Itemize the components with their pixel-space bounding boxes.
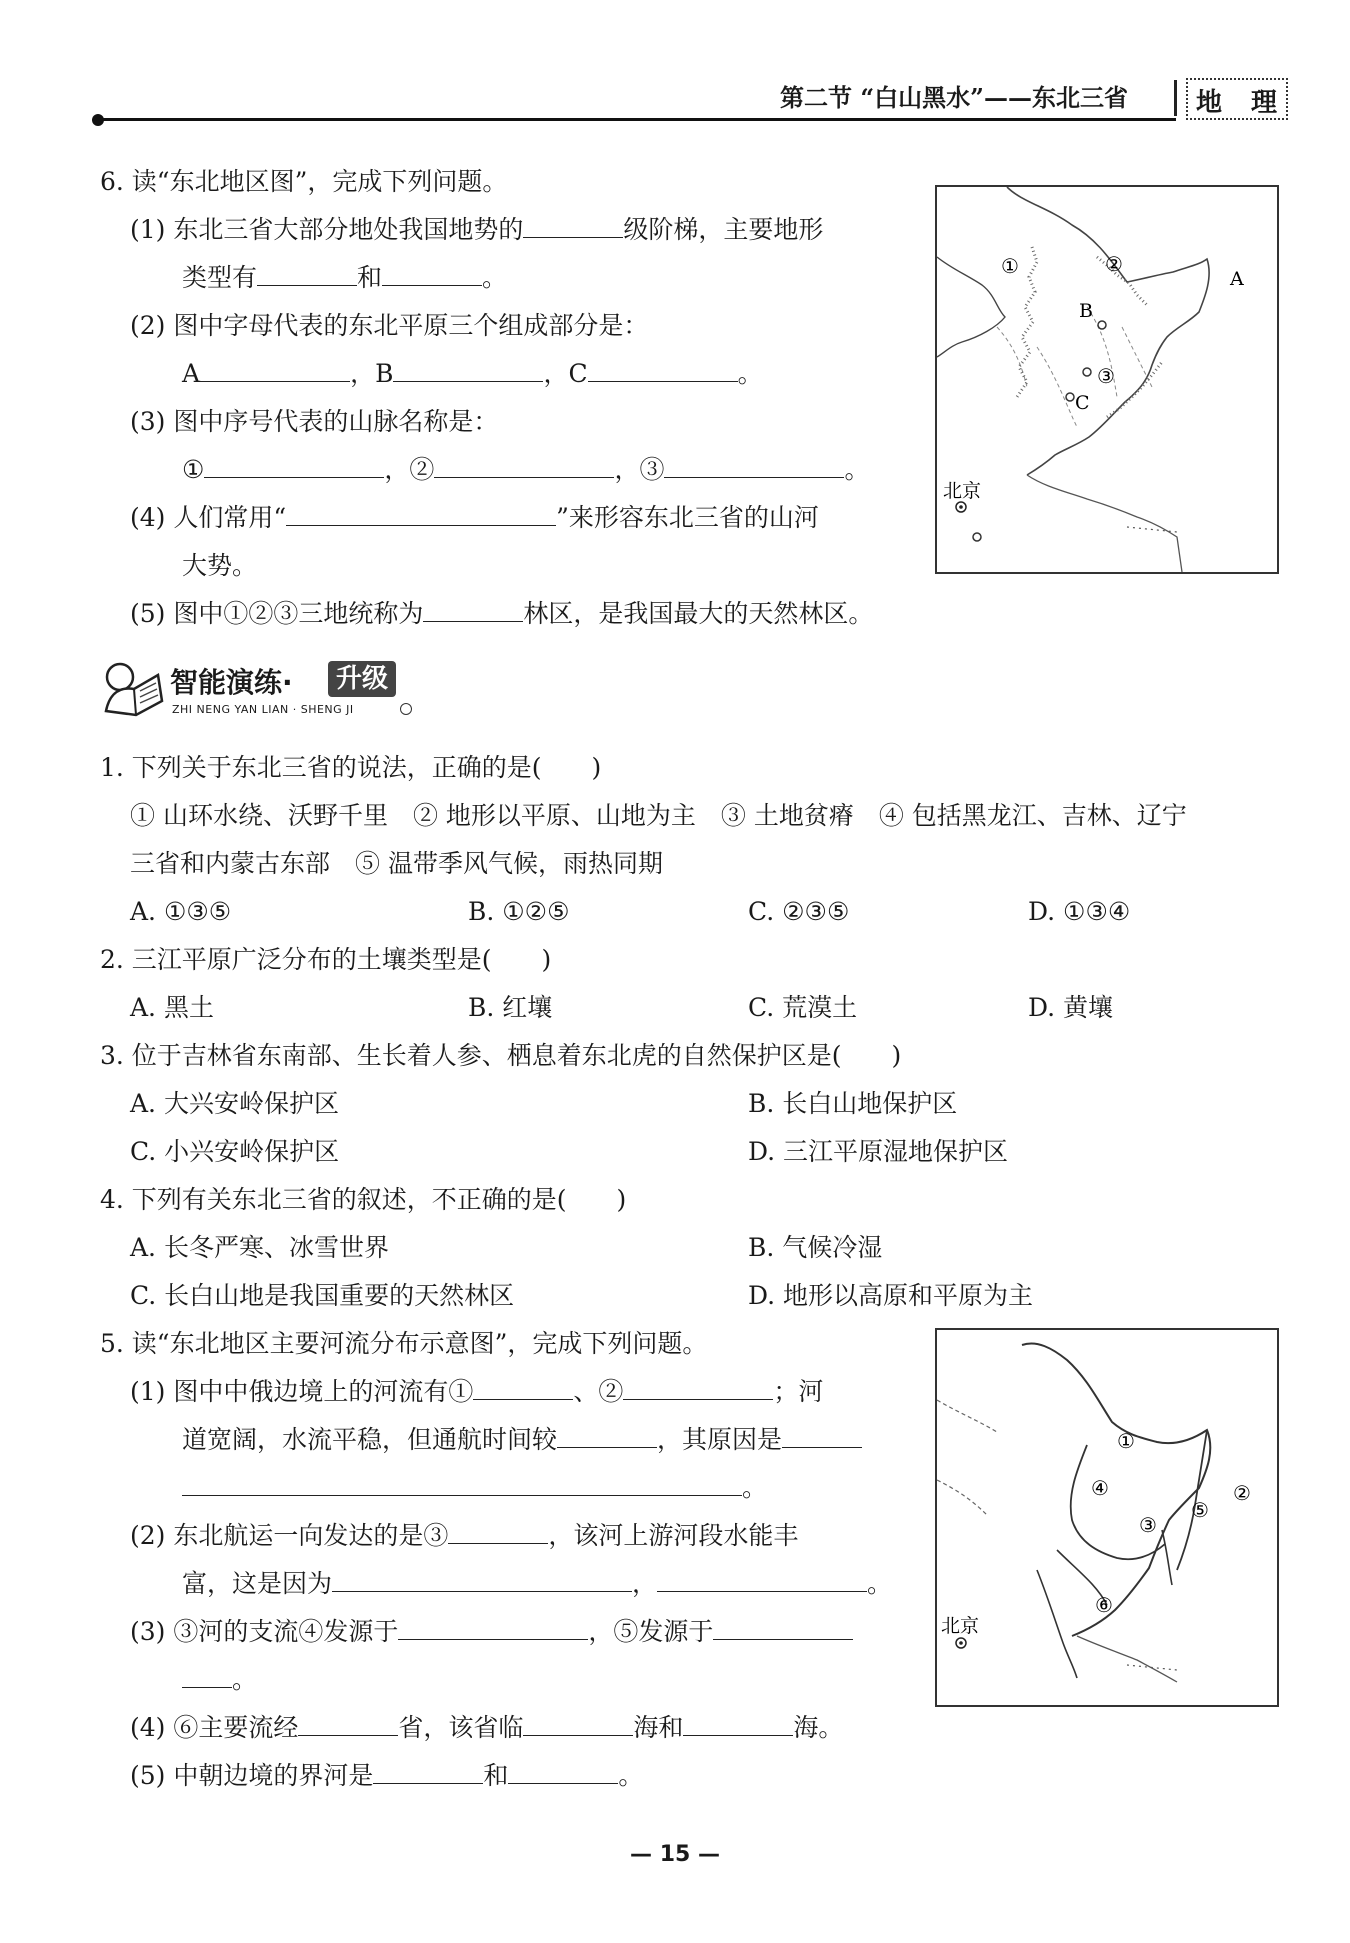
mc-q1-statements-2: 三省和内蒙古东部 ⑤ 温带季风气候，雨热同期	[130, 849, 663, 878]
q5-blank-reason-a[interactable]	[782, 1420, 862, 1448]
q5-blank-source-5b[interactable]	[182, 1660, 232, 1688]
q6-stem: 6. 读“东北地区图”，完成下列问题。	[100, 167, 508, 196]
page-number: — 15 —	[630, 1842, 720, 1867]
header-rule	[100, 118, 1176, 121]
q5-part4: (4) ⑥主要流经 省，该省临 海和 海。	[130, 1708, 843, 1748]
header-subject: 地 理	[1196, 88, 1288, 118]
q6-blank-phrase[interactable]	[286, 498, 556, 526]
province-boundaries-2	[937, 1400, 997, 1515]
q6-part2: (2) 图中字母代表的东北平原三个组成部分是：	[130, 311, 649, 340]
q5-blank-river-1[interactable]	[473, 1372, 573, 1400]
beijing-dot-2	[959, 1641, 963, 1645]
river-3	[1071, 1445, 1165, 1559]
map1-label-A: A	[1230, 268, 1244, 290]
q5-part1-line2: 道宽阔，水流平稳，但通航时间较 ，其原因是	[182, 1420, 862, 1460]
mc-q1-statements-1: ① 山环水绕、沃野千里 ② 地形以平原、山地为主 ③ 土地贫瘠 ④ 包括黑龙江、吉林、辽宁	[130, 801, 1187, 830]
q5-blank-sea-1[interactable]	[523, 1708, 633, 1736]
q5-blank-source-5a[interactable]	[713, 1612, 853, 1640]
mc-q1-option-c[interactable]: C. ②③⑤	[748, 897, 850, 926]
q5-stem: 5. 读“东北地区主要河流分布示意图”，完成下列问题。	[100, 1329, 708, 1358]
border-line	[1007, 187, 1209, 475]
book-reader-icon	[100, 661, 166, 719]
q5-blank-river-3[interactable]	[448, 1516, 548, 1544]
mc-q3-option-d[interactable]: D. 三江平原湿地保护区	[748, 1137, 1009, 1166]
mc-q1-option-b[interactable]: B. ①②⑤	[468, 897, 570, 926]
map2-label-1: ①	[1117, 1429, 1135, 1453]
page-header	[0, 0, 1350, 130]
q5-part2-line1: (2) 东北航运一向发达的是③ ，该河上游河段水能丰	[130, 1516, 798, 1556]
q5-part3-line1: (3) ③河的支流④发源于 ，⑤发源于	[130, 1612, 853, 1652]
mc-q4-option-a[interactable]: A. 长冬严寒、冰雪世界	[130, 1233, 389, 1262]
q5-blank-hydro-2[interactable]	[657, 1564, 867, 1592]
q6-part3: (3) 图中序号代表的山脉名称是：	[130, 407, 499, 436]
river-5	[1162, 1530, 1172, 1585]
northeast-rivers-map	[935, 1328, 1279, 1707]
section-title: 智能演练·	[170, 666, 293, 699]
city-marker-1	[1098, 321, 1106, 329]
q6-blank-mountain-2[interactable]	[434, 450, 614, 478]
q6-part2-answers: A ，B ，C 。	[182, 354, 763, 394]
mc-q2-stem: 2. 三江平原广泛分布的土壤类型是( )	[100, 945, 552, 974]
map2-label-3: ③	[1139, 1513, 1157, 1537]
mc-q4-stem: 4. 下列有关东北三省的叙述，不正确的是( )	[100, 1185, 627, 1214]
map1-label-beijing: 北京	[943, 480, 982, 502]
mc-q3-stem: 3. 位于吉林省东南部、生长着人参、栖息着东北虎的自然保护区是( )	[100, 1041, 902, 1070]
west-border	[937, 257, 1005, 357]
map1-label-B: B	[1079, 300, 1093, 322]
q5-blank-reason-b[interactable]	[182, 1468, 742, 1496]
map2-label-beijing: 北京	[941, 1615, 980, 1637]
q5-part1-line3: 。	[182, 1468, 767, 1508]
q6-blank-mountain-1[interactable]	[204, 450, 384, 478]
map2-label-4: ④	[1091, 1476, 1109, 1500]
map1-label-1: ①	[1001, 254, 1019, 278]
mc-q1-option-a[interactable]: A. ①③⑤	[130, 897, 232, 926]
section-pinyin: ZHI NENG YAN LIAN · SHENG JI	[172, 703, 354, 716]
q6-blank-step[interactable]	[523, 210, 623, 238]
mc-q2-option-b[interactable]: B. 红壤	[468, 993, 553, 1022]
river-1-border	[1022, 1343, 1210, 1636]
q6-part4-line1: (4) 人们常用“ ”来形容东北三省的山河	[130, 498, 819, 538]
northeast-map-drawing	[937, 187, 1277, 572]
city-marker-2	[1083, 368, 1091, 376]
mc-questions	[100, 748, 1290, 1318]
question-5	[100, 1324, 930, 1804]
q6-blank-mountain-3[interactable]	[664, 450, 844, 478]
q6-part3-answers: ① ，② ，③ 。	[182, 450, 869, 490]
q5-blank-source-4[interactable]	[398, 1612, 588, 1640]
mc-q2-option-a[interactable]: A. 黑土	[130, 993, 214, 1022]
korea-border	[1127, 527, 1177, 532]
header-title: 第二节 “白山黑水”——东北三省	[780, 83, 1128, 112]
river-6	[1037, 1570, 1077, 1678]
korea-border-2	[1127, 1665, 1177, 1670]
map2-label-2: ②	[1233, 1481, 1251, 1505]
q6-blank-terrain-1[interactable]	[257, 258, 357, 286]
mc-q4-option-d[interactable]: D. 地形以高原和平原为主	[748, 1281, 1034, 1310]
mc-q2-option-d[interactable]: D. 黄壤	[1028, 993, 1114, 1022]
mc-q3-option-a[interactable]: A. 大兴安岭保护区	[130, 1089, 339, 1118]
q5-part5: (5) 中朝边境的界河是 和 。	[130, 1756, 643, 1796]
q5-part1-line1: (1) 图中中俄边境上的河流有① 、② ；河	[130, 1372, 823, 1412]
q5-blank-boundary-1[interactable]	[373, 1756, 483, 1784]
q6-blank-B[interactable]	[393, 354, 543, 382]
q6-blank-A[interactable]	[200, 354, 350, 382]
q6-part1-line2: 类型有 和 。	[182, 258, 507, 298]
q5-blank-boundary-2[interactable]	[508, 1756, 618, 1784]
q5-part3-line2: 。	[182, 1660, 257, 1700]
rivers-map-drawing	[937, 1330, 1277, 1705]
q6-part1-line1: (1) 东北三省大部分地处我国地势的 级阶梯，主要地形	[130, 210, 823, 250]
map1-label-3: ③	[1097, 364, 1115, 388]
q6-blank-C[interactable]	[588, 354, 738, 382]
map1-label-C: C	[1075, 392, 1090, 414]
section-badge: 升级	[328, 661, 396, 697]
header-divider-bar	[1174, 80, 1177, 116]
q5-blank-duration[interactable]	[557, 1420, 657, 1448]
q5-blank-province[interactable]	[298, 1708, 398, 1736]
beijing-dot	[959, 505, 963, 509]
mc-q2-option-c[interactable]: C. 荒漠土	[748, 993, 858, 1022]
coast-line	[1027, 475, 1182, 572]
q6-blank-forest[interactable]	[423, 594, 523, 622]
q5-blank-hydro-1[interactable]	[332, 1564, 632, 1592]
mc-q4-option-c[interactable]: C. 长白山地是我国重要的天然林区	[130, 1281, 515, 1310]
q6-blank-terrain-2[interactable]	[382, 258, 482, 286]
mc-q1-option-d[interactable]: D. ①③④	[1028, 897, 1131, 926]
mc-q3-option-b[interactable]: B. 长白山地保护区	[748, 1089, 958, 1118]
coast-line-2	[1077, 1636, 1177, 1682]
mc-q1-stem: 1. 下列关于东北三省的说法，正确的是( )	[100, 753, 602, 782]
q5-blank-sea-2[interactable]	[683, 1708, 793, 1736]
map1-label-2: ②	[1105, 252, 1123, 276]
range-1	[1017, 247, 1037, 397]
map2-label-6: ⑥	[1095, 1593, 1113, 1617]
mc-q3-option-c[interactable]: C. 小兴安岭保护区	[130, 1137, 340, 1166]
mc-q4-option-b[interactable]: B. 气候冷湿	[748, 1233, 883, 1262]
map2-label-5: ⑤	[1191, 1498, 1209, 1522]
question-6	[100, 162, 930, 632]
city-marker-3	[1066, 393, 1074, 401]
q5-part2-line2: 富，这是因为 ， 。	[182, 1564, 892, 1604]
tianjin-marker	[973, 533, 981, 541]
q6-part5: (5) 图中①②③三地统称为 林区，是我国最大的天然林区。	[130, 594, 873, 634]
section-pinyin-circle	[400, 703, 412, 715]
q6-part4-line2: 大势。	[182, 551, 258, 580]
q5-blank-river-2[interactable]	[623, 1372, 773, 1400]
section-header	[100, 655, 440, 725]
northeast-region-map	[935, 185, 1279, 574]
